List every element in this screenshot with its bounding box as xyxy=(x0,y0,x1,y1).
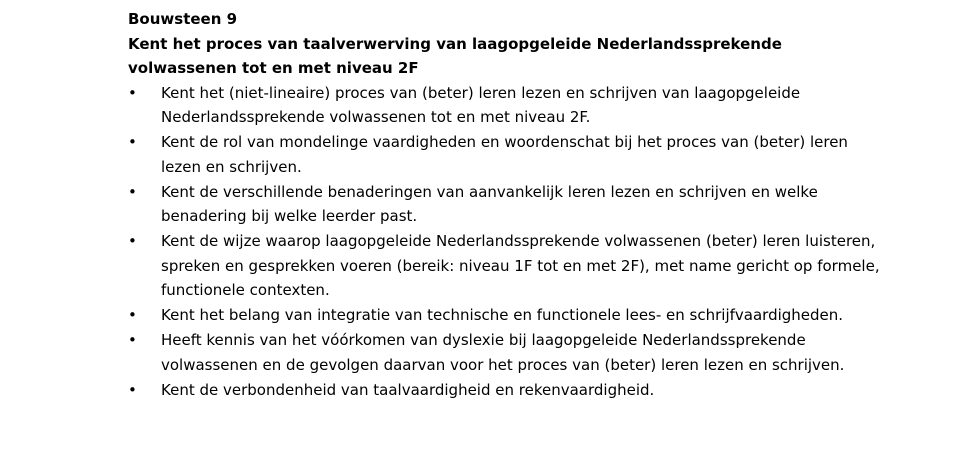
list-item xyxy=(128,130,888,179)
list-item-text: Kent het belang van integratie van technische en functionele lees- en schrijfvaardigheden. xyxy=(161,306,844,325)
bullet-icon: • xyxy=(128,182,137,201)
list-item-text: Kent de verschillende benaderingen van aanvankelijk leren lezen en schrijven en welke benadering bij welke leerder past. xyxy=(161,182,818,226)
section-heading: Bouwsteen 9 xyxy=(128,10,238,28)
list-item-text: Kent de verbondenheid van taalvaardigheid en rekenvaardigheid. xyxy=(161,380,655,399)
list-item-text: Kent de wijze waarop laagopgeleide Nederlandssprekende volwassenen (beter) leren luisteren, spreken en gesprekken voeren (bereik: niveau 1F tot en met 2F), met name gericht op formele, functionele contexten. xyxy=(161,232,880,300)
list-item-text: Kent de rol van mondelinge vaardigheden en woordenschat bij het proces van (beter) leren lezen en schrijven. xyxy=(161,133,848,176)
bullet-icon: • xyxy=(128,331,137,350)
bullet-icon: • xyxy=(128,306,137,325)
list-item xyxy=(128,180,888,229)
section-title: Kent het proces van taalverwerving van laagopgeleide Nederlandssprekende volwassenen tot en met niveau 2F xyxy=(128,34,782,77)
competency-list xyxy=(128,81,888,403)
bullet-icon: • xyxy=(128,133,137,152)
list-item xyxy=(128,328,888,377)
list-item xyxy=(128,81,888,130)
list-item-text: Kent het (niet-lineaire) proces van (beter) leren lezen en schrijven van laagopgeleide Nederlandssprekende volwassenen tot en met niveau 2F. xyxy=(161,83,801,127)
bullet-icon: • xyxy=(128,83,137,102)
list-item xyxy=(128,229,888,303)
list-item xyxy=(128,378,888,403)
document-body xyxy=(128,7,888,403)
list-item xyxy=(128,303,888,328)
bullet-icon: • xyxy=(128,232,137,251)
bullet-icon: • xyxy=(128,380,137,399)
list-item-text: Heeft kennis van het vóórkomen van dyslexie bij laagopgeleide Nederlandssprekende volwassenen en de gevolgen daarvan voor het proces van (beter) leren lezen en schrijven. xyxy=(161,331,845,374)
